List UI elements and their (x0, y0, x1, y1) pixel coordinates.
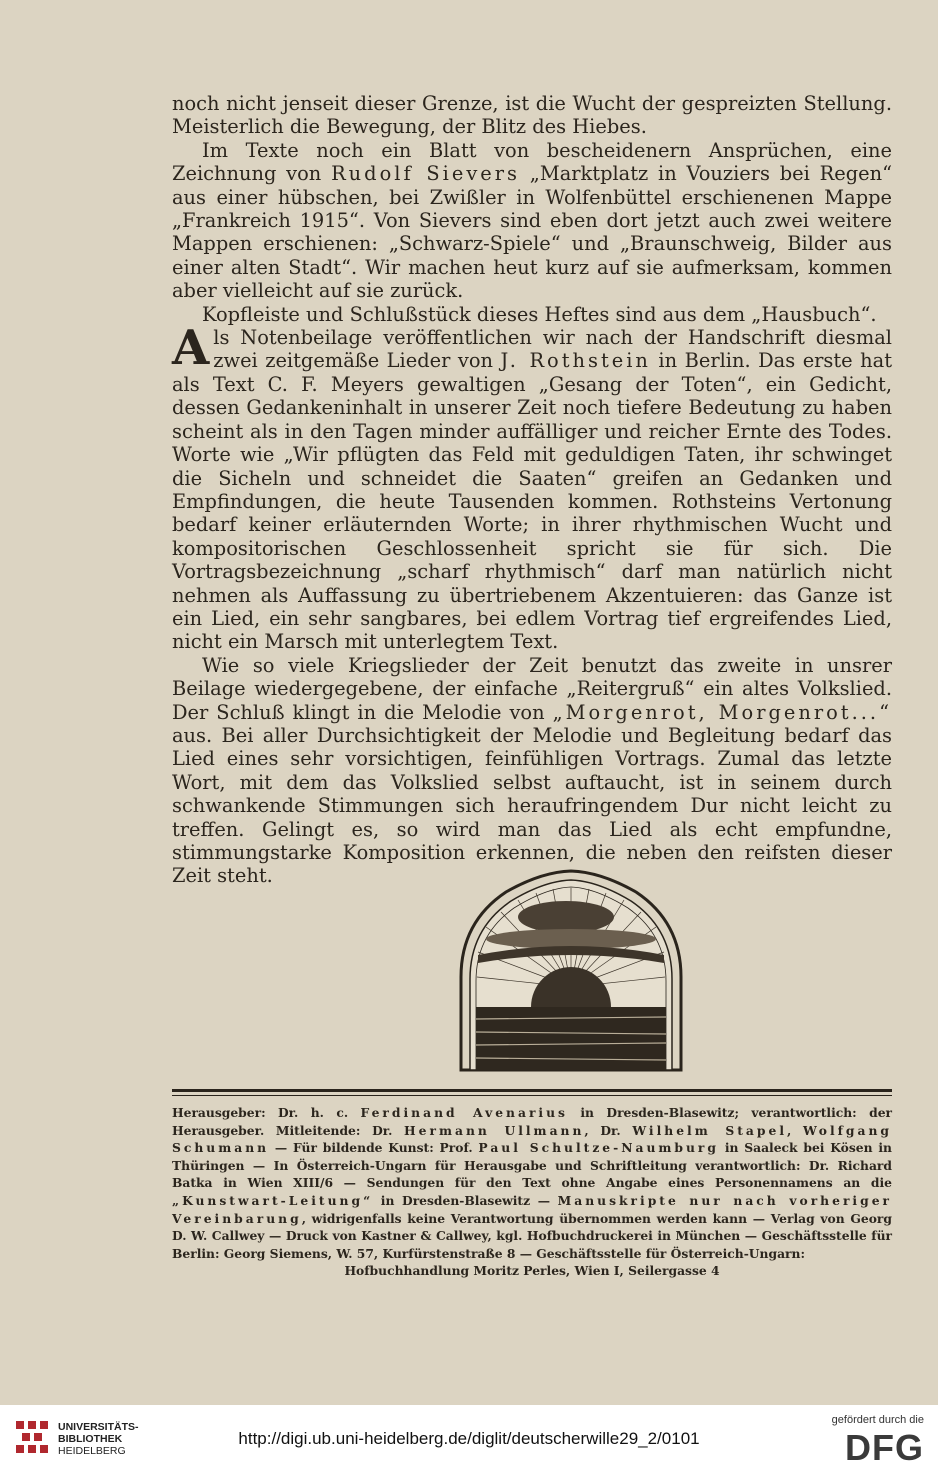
imprint-last-line (172, 1262, 892, 1280)
imprint-name-kunstwart: „Kunstwart-Leitung“ (172, 1192, 374, 1208)
imprint-rule-thick (172, 1089, 892, 1092)
imprint-text-e: — Für bildende Kunst: Prof. (274, 1140, 473, 1156)
paragraph-3 (172, 303, 892, 326)
paragraph-2-text-a: Im Texte noch ein Blatt von bescheidenern Ansprüchen, eine Zeichnung von (172, 138, 892, 186)
paragraph-5-text-a: Wie so viele Kriegslieder der Zeit benutzt das zweite in unsrer Beilage wiedergegebene, der einfache „Reitergruß“ ein altes Volkslied. Der Schluß klingt in die Melodie von (172, 653, 892, 724)
paragraph-4-text-b: in Berlin. Das erste hat als Text C. F. Meyers gewaltigen „Gesang der Toten“, ein Gedicht, dessen Gedankeninhalt in unserer Zeit noch tiefere Bedeutung zu haben scheint als in den Tagen minder auffälliger und reicher Ernte des Todes. Worte wie „Wir pflügten das Feld mit geduldigen Taten, ihr schwinget die Sicheln und schneidet die Saaten“ greifen an Gedanken und Empfindungen, die heute Tausenden kommen. Rothsteins Vertonung bedarf keiner erläuternden Worte; in ihrer rhythmischen Wucht und kompositorischen Geschlossenheit spricht sie für sich. Die Vortragsbezeichnung „scharf rhythmisch“ darf man natürlich nicht nehmen als Auffassung zu übertriebenem Akzentuieren: das Ganze ist ein Lied, ein sehr sangbares, bei edlem Vortrag tief ergreifendes Lied, nicht ein Marsch mit unterlegtem Text. (172, 349, 892, 654)
imprint-rule-thin (172, 1095, 892, 1096)
paragraph-1-text: noch nicht jenseit dieser Grenze, ist die Wucht der gespreizten Stellung. Meisterlich die Bewegung, der Blitz des Hiebes. (172, 92, 892, 139)
paragraph-1 (172, 92, 892, 139)
paragraph-4 (172, 320, 892, 654)
imprint-editor-name: Ferdinand Avenarius (360, 1105, 568, 1120)
imprint-name-schultze: Paul Schultze-Naumburg (478, 1140, 720, 1156)
paragraph-3-text: Kopfleiste und Schlußstück dieses Heftes sind aus dem „Hausbuch“. (202, 302, 877, 326)
funding-label: gefördert durch die (831, 1414, 924, 1426)
artist-name-sievers: Rudolf Sievers (331, 162, 521, 186)
imprint-text-f: in Saaleck bei Kösen in Thüringen — In Österreich-Ungarn für Herausgabe und Schriftleitung verantwortlich: Dr. Richard Batka in Wien XIII/6 — Sendungen für den Text ohne Angabe eines Personennamens an die (172, 1140, 892, 1191)
vignette-cloud (518, 901, 614, 933)
dfg-logo: DFG (845, 1427, 924, 1468)
imprint-paragraph (172, 1104, 892, 1262)
imprint-last-line-text: Hofbuchhandlung Moritz Perles, Wien I, Seilergasse 4 (344, 1263, 720, 1279)
imprint-text-g: in Dresden-Blasewitz — (380, 1192, 551, 1208)
imprint-name-ullmann: Hermann Ullmann (404, 1122, 585, 1138)
library-name-line-1: UNIVERSITÄTS- (58, 1421, 139, 1433)
article-body (172, 92, 892, 888)
imprint-text-a: Herausgeber: Dr. h. c. (172, 1105, 349, 1120)
paragraph-5-text-b: aus. Bei aller Durchsichtigkeit der Melodie und Begleitung bedarf das Lied eines sehr vorsichtigen, feinfühligen Vortrags. Zumal das letzte Wort, mit dem das Volkslied selbst auftaucht, ist in seinem durch schwankende Stimmungen sich heraufringendem Dur nicht leicht zu treffen. Gelingt es, so wird man das Lied als echt empfundne, stimmungstarke Komposition erkennen, die neben den reifsten dieser Zeit steht. (172, 723, 892, 888)
imprint (172, 1104, 892, 1280)
imprint-name-schumann: Wolfgang Schumann (172, 1122, 893, 1156)
closing-vignette (456, 867, 686, 1072)
imprint-text-h: , widrigenfalls keine Verantwortung übernommen werden kann — Verlag von Georg D. W. Callwey — Druck von Kastner & Callwey, kgl. Hofbuchdruckerei in München — Geschäftsstelle für Berlin: Georg Siemens, W. 57, Kurfürstenstraße 8 — Geschäftsstelle für Österreich-Ungarn: (172, 1210, 892, 1261)
drop-cap-letter: A (172, 320, 210, 377)
paragraph-2 (172, 139, 892, 303)
paragraph-2-text-b: „Marktplatz in Vouziers bei Regen“ aus einer hübschen, bei Zwißler in Wolfenbüttel erschienenen Mappe „Frankreich 1915“. Von Sievers sind eben dort jetzt auch zwei weitere Mappen erschienen: „Schwarz-Spiele“ und „Braunschweig, Bilder aus einer alten Stadt“. Wir machen heut kurz auf sie aufmerksam, kommen aber vielleicht auf sie zurück. (172, 162, 892, 303)
vignette-field-dark (476, 1007, 666, 1070)
paragraph-4-text-a: ls Notenbeilage veröffentlichen wir nach der Handschrift diesmal zwei zeitgemäße Lieder von (213, 326, 892, 373)
library-name-line-3: HEIDELBERG (58, 1445, 126, 1457)
imprint-name-stapel: Wilhelm Stapel (632, 1122, 787, 1138)
paragraph-5 (172, 654, 892, 888)
song-title-morgenrot: „Morgenrot, Morgenrot...“ (552, 700, 892, 724)
imprint-text-d: , (787, 1122, 792, 1138)
imprint-text-b: in Dresden-Blasewitz; verantwortlich: der Herausgeber. Mitleitende: Dr. (172, 1105, 893, 1138)
permalink-url[interactable]: http://digi.ub.uni-heidelberg.de/diglit/deutscherwille29_2/0101 (238, 1429, 700, 1448)
imprint-text-c: , Dr. (584, 1122, 621, 1138)
imprint-manuscripts-note: Manuskripte nur nach vorheriger Vereinbarung (172, 1192, 893, 1226)
composer-name-rothstein: J. Rothstein (500, 349, 651, 373)
footer-bar (0, 1405, 938, 1474)
library-name-line-2: BIBLIOTHEK (58, 1433, 123, 1445)
